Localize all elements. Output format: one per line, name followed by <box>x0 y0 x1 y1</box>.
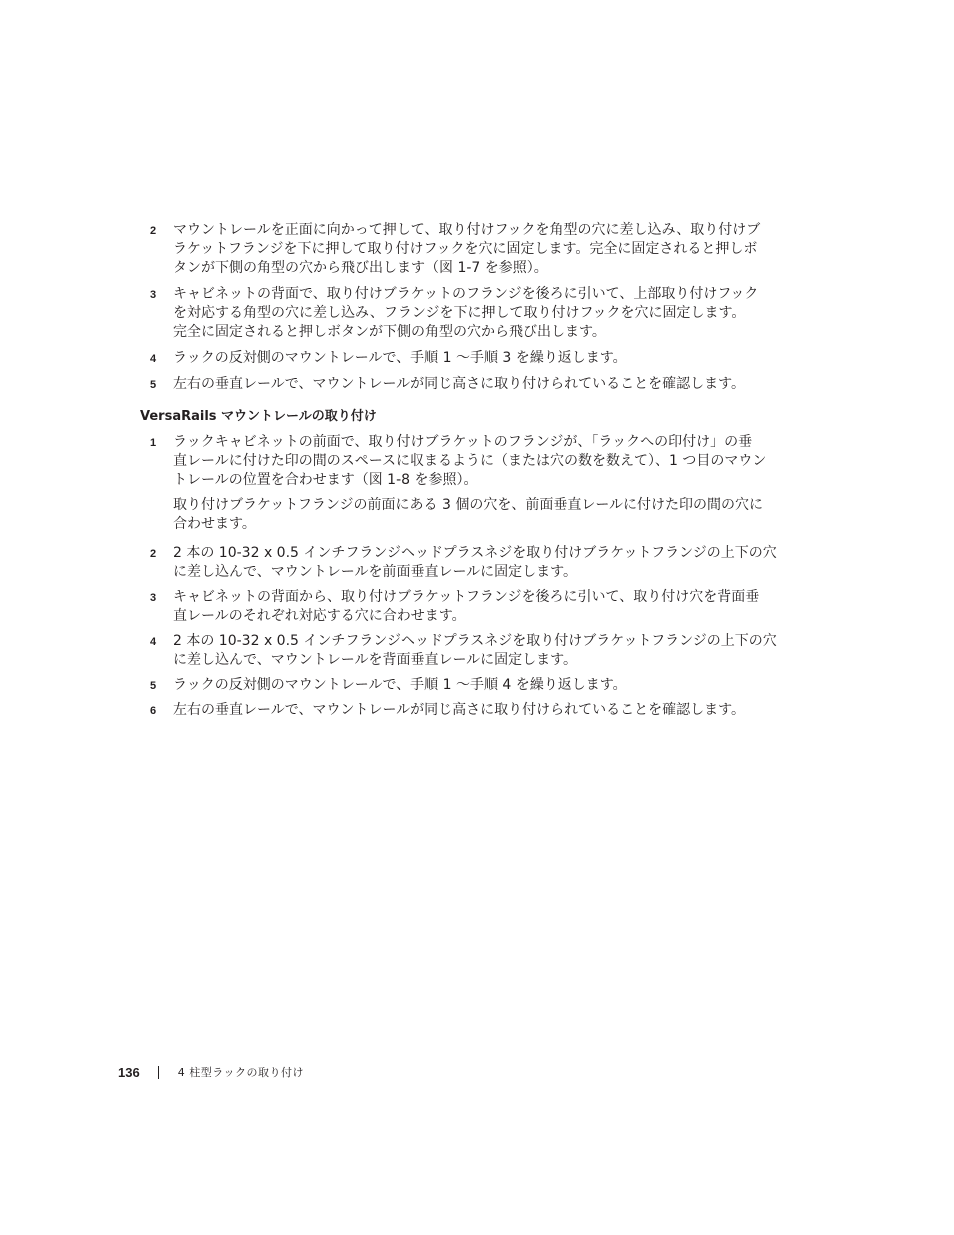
page-footer <box>118 1062 304 1082</box>
step-text: タンが下側の角型の穴から飛び出します（図 1-7 を参照）。 <box>173 260 548 276</box>
chapter-title: 4 柱型ラックの取り付け <box>177 1066 304 1079</box>
step-text: 左右の垂直レールで、マウントレールが同じ高さに取り付けられていることを確認します。 <box>173 376 746 392</box>
footer-divider <box>158 1066 159 1079</box>
step-number: 1 <box>150 437 157 449</box>
step-number: 4 <box>150 636 157 648</box>
list-item <box>150 676 820 695</box>
list-item <box>150 285 820 342</box>
list-item <box>150 701 820 720</box>
step-number: 3 <box>150 289 157 301</box>
list-item <box>150 221 820 278</box>
versarails-install-steps <box>150 433 820 720</box>
step-text: 完全に固定されると押しボタンが下側の角型の穴から飛び出します。 <box>173 324 606 340</box>
step-text: ラックの反対側のマウントレールで、手順 1 〜手順 3 を繰り返します。 <box>173 350 627 366</box>
step-text: キャビネットの背面から、取り付けブラケットフランジを後ろに引いて、取り付け穴を背面垂 <box>173 589 760 605</box>
step-number: 2 <box>150 548 157 560</box>
page-number: 136 <box>118 1064 140 1080</box>
step-text: 2 本の 10-32 x 0.5 インチフランジヘッドプラスネジを取り付けブラケットフランジの上下の穴 <box>173 545 777 561</box>
step-text: ラックの反対側のマウントレールで、手順 1 〜手順 4 を繰り返します。 <box>173 677 627 693</box>
step-text: に差し込んで、マウントレールを前面垂直レールに固定します。 <box>173 564 578 580</box>
step-text: ラックキャビネットの前面で、取り付けブラケットのフランジが、「ラックへの印付け」の垂 <box>173 434 753 450</box>
step-text: ラケットフランジを下に押して取り付けフックを穴に固定します。完全に固定されると押しボ <box>173 241 758 257</box>
step-text: 直レールに付けた印の間のスペースに収まるように（または穴の数を数えて）、1 つ目のマウン <box>173 453 767 469</box>
step-number: 2 <box>150 225 157 237</box>
list-item <box>150 544 820 582</box>
step-number: 3 <box>150 592 157 604</box>
step-text: 直レールのそれぞれ対応する穴に合わせます。 <box>173 608 466 624</box>
list-item <box>150 588 820 626</box>
step-number: 5 <box>150 379 157 391</box>
step-text: 左右の垂直レールで、マウントレールが同じ高さに取り付けられていることを確認します。 <box>173 702 746 718</box>
rail-install-steps <box>150 221 820 394</box>
list-item <box>150 375 820 394</box>
list-item <box>150 632 820 670</box>
step-text: に差し込んで、マウントレールを背面垂直レールに固定します。 <box>173 652 578 668</box>
step-number: 5 <box>150 680 157 692</box>
step-subtext: 取り付けブラケットフランジの前面にある 3 個の穴を、前面垂直レールに付けた印の間の穴に <box>173 497 764 513</box>
list-item <box>150 349 820 368</box>
list-item <box>150 433 820 534</box>
step-text: 2 本の 10-32 x 0.5 インチフランジヘッドプラスネジを取り付けブラケットフランジの上下の穴 <box>173 633 777 649</box>
step-text: を対応する角型の穴に差し込み、フランジを下に押して取り付けフックを穴に固定します。 <box>173 305 746 321</box>
step-subtext: 合わせます。 <box>173 516 256 532</box>
step-text: キャビネットの背面で、取り付けブラケットのフランジを後ろに引いて、上部取り付けフック <box>173 286 759 302</box>
step-number: 4 <box>150 353 157 365</box>
section-heading: VersaRails マウントレールの取り付け <box>140 409 377 424</box>
step-subparagraph <box>173 496 820 534</box>
step-number: 6 <box>150 705 157 717</box>
step-text: マウントレールを正面に向かって押して、取り付けフックを角型の穴に差し込み、取り付けブ <box>173 222 761 238</box>
step-text: トレールの位置を合わせます（図 1-8 を参照）。 <box>173 472 478 488</box>
